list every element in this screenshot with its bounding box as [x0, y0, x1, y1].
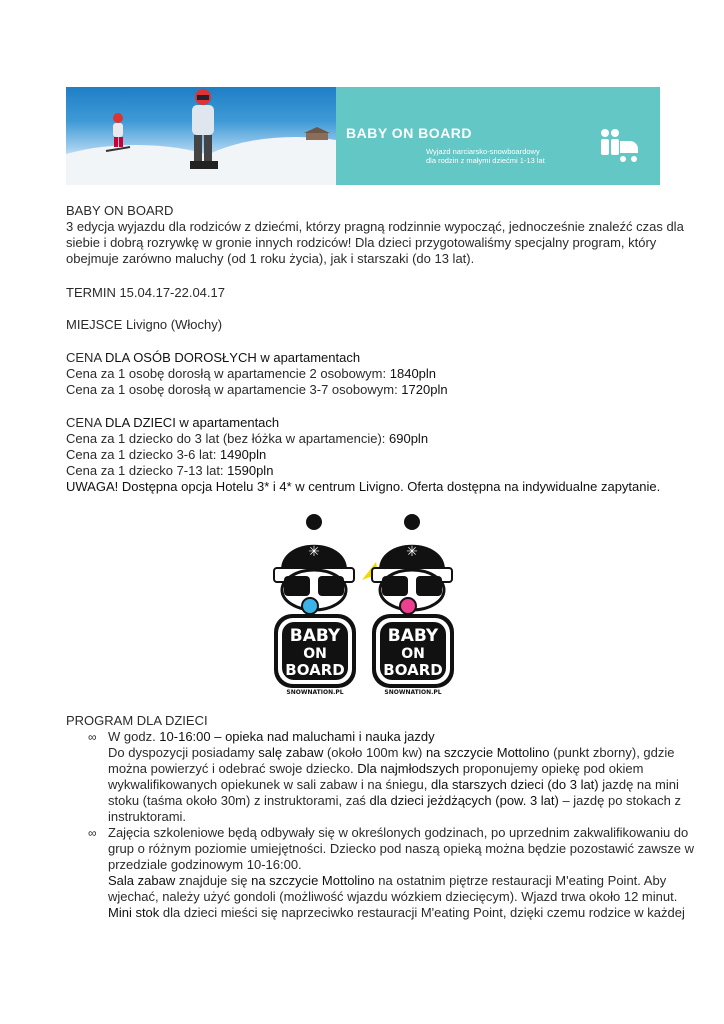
sticker-brand: SNOWNATION.PL: [286, 689, 344, 696]
program-line: [108, 905, 685, 921]
termin-dates: TERMIN 15.04.17-22.04.17: [66, 285, 225, 300]
program-line: [108, 729, 435, 745]
intro-paragraph-line: siebie i dobrą rozrywkę w gronie innych rodziców! Dla dzieci przygotowaliśmy specjalny program, który: [66, 235, 657, 250]
baby-on-board-stickers: [262, 510, 462, 700]
text-emphasis: Mini stok: [108, 905, 160, 920]
text-emphasis: na szczycie Mottolino: [425, 745, 550, 760]
miejsce-location: MIEJSCE Livigno (Włochy): [66, 317, 223, 332]
banner-title-panel: [336, 87, 660, 185]
text-run: jazdę na mini: [598, 777, 679, 792]
text-run: Do dyspozycji posiadamy: [108, 745, 259, 760]
text-run: W godz.: [108, 729, 160, 744]
svg-text:✳: ✳: [406, 544, 418, 560]
program-line: [108, 777, 679, 793]
text-emphasis: na szczycie Mottolino: [251, 873, 375, 888]
kids-price-row: [66, 463, 273, 479]
text-run: wykwalifikowanych opiekunek w sali zabaw i na śniegu,: [108, 777, 431, 792]
text-run: stoku (taśma około 30m) z instruktorami, zaś: [108, 793, 370, 808]
hotel-option-note: UWAGA! Dostępna opcja Hotelu 3* i 4* w centrum Livigno. Oferta dostępna na indywidualne zapytanie.: [66, 479, 661, 494]
text-run: proponujemy opiekę pod okiem: [459, 761, 644, 776]
text-emphasis: dla starszych dzieci (do 3 lat): [431, 777, 599, 792]
family-stroller-icon: [598, 127, 642, 167]
mountain-hut: [304, 127, 330, 141]
price-value: 690pln: [389, 431, 429, 446]
text-run: (około 100m kw): [323, 745, 426, 760]
sticker-text: BABY: [289, 626, 341, 646]
price-value: 1840pln: [389, 366, 437, 381]
adults-price-row: [66, 382, 448, 398]
bullet-icon: ∞: [88, 826, 97, 840]
text-emphasis: Sala zabaw: [108, 873, 176, 888]
program-heading: PROGRAM DLA DZIECI: [66, 713, 208, 728]
text-run: znajduje się: [175, 873, 252, 888]
svg-text:✳: ✳: [308, 544, 320, 560]
adults-price-heading: [66, 350, 360, 366]
program-line: instruktorami.: [108, 809, 187, 824]
banner-subtitle-line: Wyjazd narciarsko-snowboardowy: [426, 147, 540, 156]
program-line: [108, 793, 681, 809]
text-emphasis: salę zabaw: [258, 745, 324, 760]
sticker-text: BOARD: [383, 661, 443, 679]
sticker-pink-baby: [362, 514, 454, 696]
text-run: dla dzieci mieści się naprzeciwko restauracji M'eating Point, dzięki czemu rodzice w każdej: [159, 905, 685, 920]
heading-prefix: CENA: [66, 415, 106, 430]
sticker-text: ON: [401, 646, 425, 662]
kids-price-row: [66, 447, 266, 463]
intro-paragraph-line: 3 edycja wyjazdu dla rodziców z dziećmi, którzy pragną rodzinnie wypocząć, jednocześnie znaleźć czas dla: [66, 219, 684, 234]
intro-heading: BABY ON BOARD: [66, 203, 174, 218]
sticker-text: BOARD: [285, 661, 345, 679]
intro-paragraph-line: obejmuje zarówno maluchy (od 1 roku życia), jak i starszaki (do 13 lat).: [66, 251, 475, 266]
heading-emphasis: DLA OSÓB DOROSŁYCH w apartamentach: [105, 350, 361, 365]
small-skier-figure: [100, 111, 136, 155]
price-value: 1490pln: [219, 447, 267, 462]
text-run: (punkt zborny), gdzie: [549, 745, 675, 760]
price-label: Cena za 1 osobę dorosłą w apartamencie 2 osobowym:: [66, 366, 390, 381]
kids-price-row: [66, 431, 428, 447]
text-run: – jazdę po stokach z: [558, 793, 681, 808]
banner-photo-skiing-kids: [66, 87, 336, 185]
program-line: wjechać, należy użyć gondoli (możliwość wjazdu wózkiem dziecięcym). Wjazd trwa około 12 minut.: [108, 889, 678, 904]
sticker-brand: SNOWNATION.PL: [384, 689, 442, 696]
adults-price-row: [66, 366, 436, 382]
program-line: przedziale godzinowym 10-16:00.: [108, 857, 302, 872]
price-label: Cena za 1 dziecko 7-13 lat:: [66, 463, 228, 478]
price-label: Cena za 1 dziecko 3-6 lat:: [66, 447, 220, 462]
kids-price-heading: [66, 415, 279, 431]
heading-emphasis: DLA DZIECI w apartamentach: [105, 415, 280, 430]
header-banner: [66, 87, 660, 185]
sticker-text: ON: [303, 646, 327, 662]
program-line: Zajęcia szkoleniowe będą odbywały się w określonych godzinach, po uprzednim zakwalifikowaniu do: [108, 825, 689, 840]
program-line: grup o różnym poziomie umiejętności. Dziecko pod naszą opieką można będzie pozostawić zawsze w: [108, 841, 695, 856]
text-emphasis: dla dzieci jeżdżących (pow. 3 lat): [369, 793, 559, 808]
bullet-icon: ∞: [88, 730, 97, 744]
text-run: można powierzyć i odebrać swoje dziecko.: [108, 761, 358, 776]
sticker-text: BABY: [387, 626, 439, 646]
price-label: Cena za 1 dziecko do 3 lat (bez łóżka w apartamencie):: [66, 431, 390, 446]
heading-prefix: CENA: [66, 350, 106, 365]
text-run: na ostatnim piętrze restauracji M'eating Point. Aby: [374, 873, 667, 888]
text-emphasis: Dla najmłodszych: [357, 761, 460, 776]
program-line: [108, 873, 666, 889]
price-value: 1720pln: [401, 382, 448, 397]
banner-subtitle-line: dla rodzin z małymi dziećmi 1-13 lat: [426, 156, 545, 165]
banner-subtitle: [426, 147, 545, 165]
banner-title: BABY ON BOARD: [346, 125, 473, 141]
sticker-blue-baby: [274, 514, 356, 696]
child-skier-figure: [178, 87, 228, 177]
text-emphasis: 10-16:00 – opieka nad maluchami i nauka jazdy: [159, 729, 435, 744]
program-line: [108, 745, 675, 761]
price-label: Cena za 1 osobę dorosłą w apartamencie 3-7 osobowym:: [66, 382, 402, 397]
program-line: [108, 761, 643, 777]
price-value: 1590pln: [227, 463, 274, 478]
